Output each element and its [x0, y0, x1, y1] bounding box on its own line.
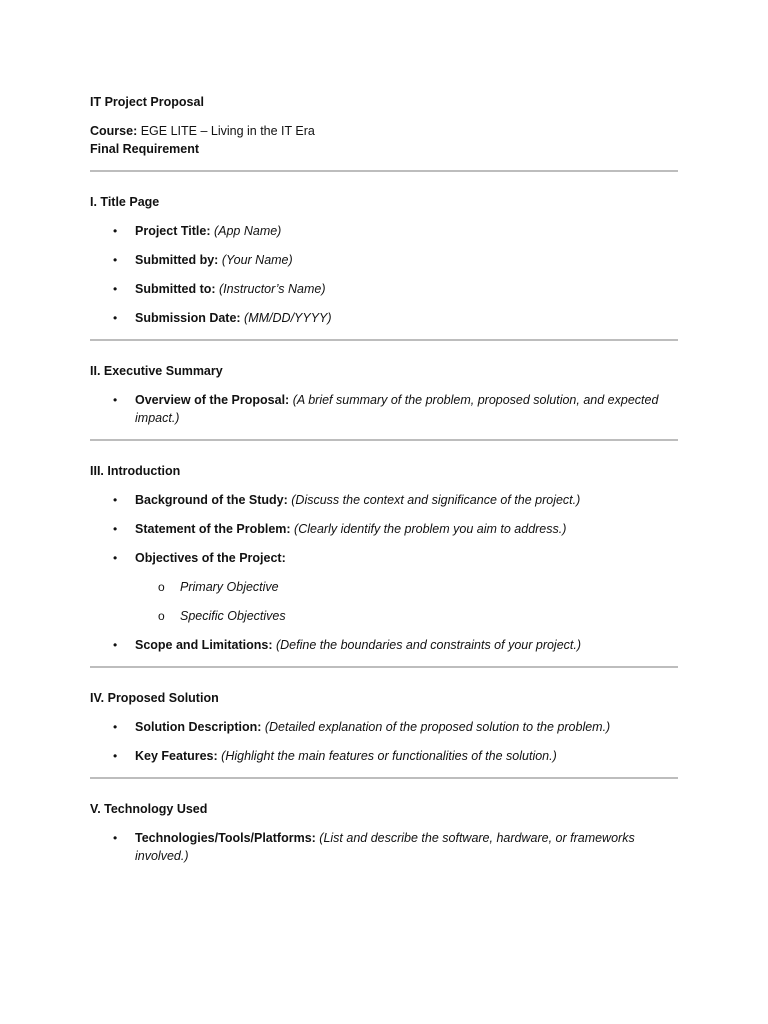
item-description: (List and describe the software, hardware, or frameworks involved.)	[135, 831, 635, 863]
item-label: Objectives of the Project:	[135, 551, 286, 565]
bullet-icon: •	[113, 522, 118, 536]
sub-list-item	[135, 578, 678, 596]
list-item	[90, 309, 678, 327]
document-content	[90, 93, 678, 865]
item-label: Technologies/Tools/Platforms:	[135, 831, 316, 845]
section-heading-title-page: I. Title Page	[90, 195, 160, 209]
list-item	[90, 491, 678, 509]
bullet-list	[90, 829, 678, 865]
bullet-icon: •	[113, 831, 118, 845]
list-item	[90, 718, 678, 736]
bullet-icon: •	[113, 282, 118, 296]
item-description: (Discuss the context and significance of the project.)	[287, 493, 581, 507]
list-item	[90, 222, 678, 240]
list-item	[90, 280, 678, 298]
bullet-icon: •	[113, 224, 118, 238]
section-heading-technology-used: V. Technology Used	[90, 802, 208, 816]
bullet-icon: •	[113, 720, 118, 734]
sub-list-item	[135, 607, 678, 625]
bullet-icon: •	[113, 749, 118, 763]
bullet-icon: •	[113, 253, 118, 267]
section-heading-proposed-solution: IV. Proposed Solution	[90, 691, 219, 705]
item-label: Key Features:	[135, 749, 218, 763]
item-label: Submission Date:	[135, 311, 241, 325]
section-divider	[90, 339, 678, 341]
bullet-list	[90, 718, 678, 765]
bullet-icon: •	[113, 493, 118, 507]
item-label: Project Title:	[135, 224, 211, 238]
item-label: Scope and Limitations:	[135, 638, 273, 652]
item-label: Background of the Study:	[135, 493, 288, 507]
list-item	[90, 391, 678, 427]
list-item	[90, 520, 678, 538]
item-description: (Clearly identify the problem you aim to address.)	[290, 522, 567, 536]
sub-item-text: Primary Objective	[180, 580, 279, 594]
item-label: Solution Description:	[135, 720, 262, 734]
item-description: (Your Name)	[218, 253, 293, 267]
course-value: EGE LITE – Living in the IT Era	[137, 124, 315, 138]
sub-item-text: Specific Objectives	[180, 609, 286, 623]
item-description: (Instructor’s Name)	[215, 282, 326, 296]
item-description: (A brief summary of the problem, proposed solution, and expected impact.)	[135, 393, 659, 425]
list-item	[90, 636, 678, 654]
list-item	[90, 251, 678, 269]
sub-bullet-icon: o	[158, 609, 165, 623]
bullet-icon: •	[113, 638, 118, 652]
list-item	[90, 549, 678, 625]
bullet-list	[90, 222, 678, 327]
item-label: Statement of the Problem:	[135, 522, 291, 536]
final-requirement: Final Requirement	[90, 142, 200, 156]
item-description: (Detailed explanation of the proposed solution to the problem.)	[261, 720, 611, 734]
item-description: (App Name)	[210, 224, 282, 238]
bullet-icon: •	[113, 311, 118, 325]
section-divider	[90, 666, 678, 668]
course-label: Course:	[90, 124, 138, 138]
item-label: Overview of the Proposal:	[135, 393, 290, 407]
section-divider	[90, 439, 678, 441]
section-heading-introduction: III. Introduction	[90, 464, 181, 478]
bullet-list	[90, 391, 678, 427]
section-divider	[90, 170, 678, 172]
list-item	[90, 829, 678, 865]
bullet-icon: •	[113, 393, 118, 407]
sub-list	[135, 578, 678, 625]
section-divider	[90, 777, 678, 779]
item-label: Submitted to:	[135, 282, 216, 296]
sub-bullet-icon: o	[158, 580, 165, 594]
bullet-list	[90, 491, 678, 654]
item-description: (MM/DD/YYYY)	[240, 311, 332, 325]
item-description: (Define the boundaries and constraints of your project.)	[272, 638, 582, 652]
document-title: IT Project Proposal	[90, 95, 204, 109]
item-label: Submitted by:	[135, 253, 219, 267]
list-item	[90, 747, 678, 765]
section-heading-executive-summary: II. Executive Summary	[90, 364, 223, 378]
bullet-icon: •	[113, 551, 118, 565]
item-description: (Highlight the main features or functionalities of the solution.)	[217, 749, 557, 763]
course-line	[90, 122, 678, 140]
